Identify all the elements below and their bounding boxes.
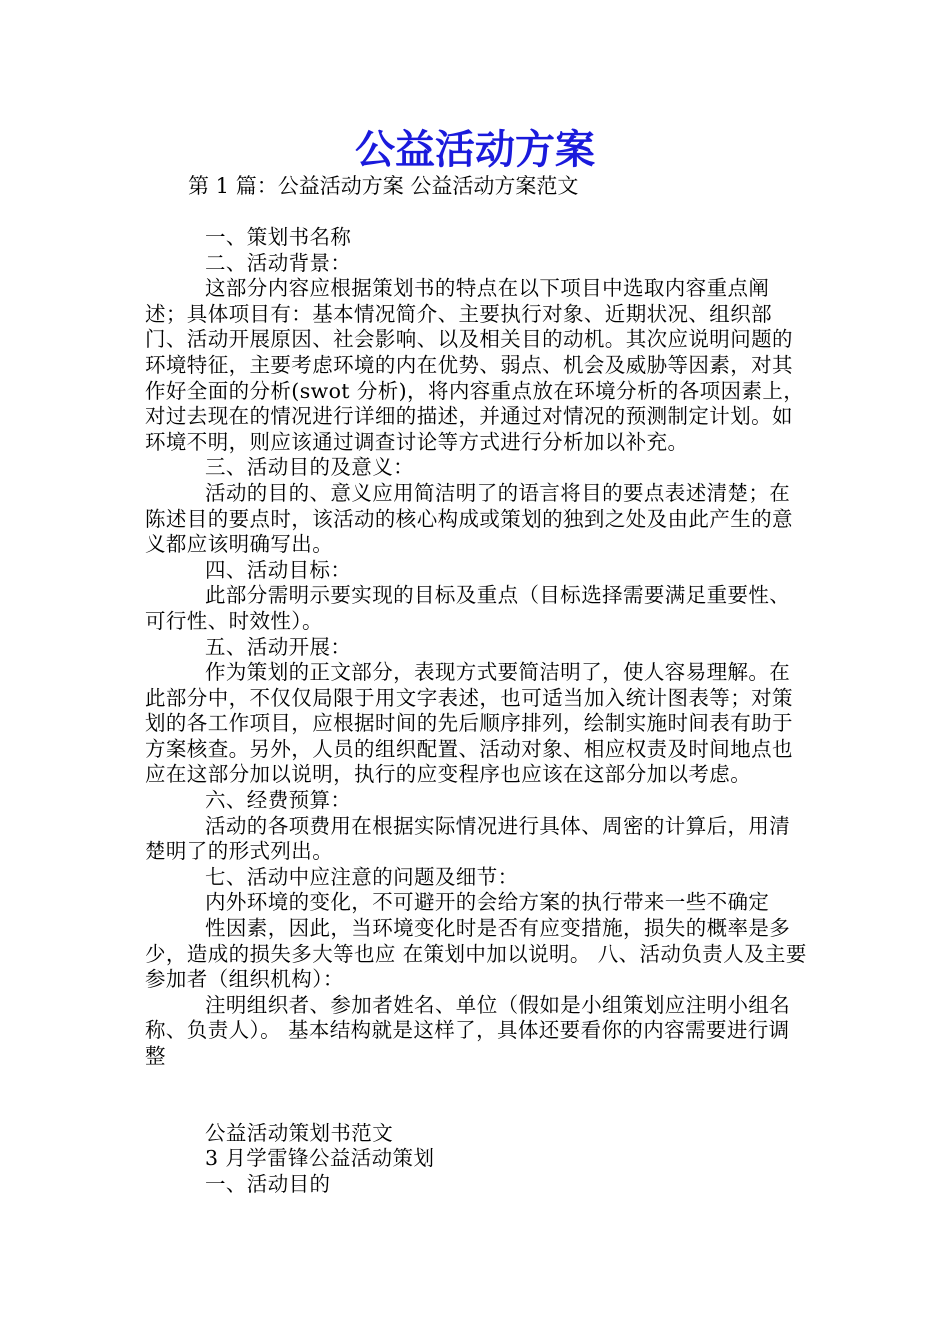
- document-title: 公益活动方案: [355, 127, 595, 173]
- section-body-8: 注明组织者、参加者姓名、单位（假如是小组策划应注明小组名称、负责人）。 基本结构就是这样了，具体还要看你的内容需要进行调整: [145, 992, 791, 1068]
- appendix-heading: 一、活动目的: [205, 1171, 331, 1196]
- section-body-2: 这部分内容应根据策划书的特点在以下项目中选取内容重点阐述；具体项目有：基本情况简介、主要执行对象、近期状况、组织部门、活动开展原因、社会影响、以及相关目的动机。其次应说明问题的环境特征，主要考虑环境的内在优势、弱点、机会及威胁等因素，对其作好全面的分析(swot 分析)，将内容重点放在环境分析的各项因素上，对过去现在的情况进行详细的描述，并通过对情况的预测制定计划。如环境不明，则应该通过调查讨论等方式进行分析加以补充。: [145, 276, 805, 454]
- section-heading-7: 七、活动中应注意的问题及细节：: [205, 864, 519, 889]
- section-body-3: 活动的目的、意义应用简洁明了的语言将目的要点表述清楚；在陈述目的要点时，该活动的核心构成或策划的独到之处及由此产生的意义都应该明确写出。: [145, 480, 793, 557]
- document-subtitle: 第 1 篇：公益活动方案 公益活动方案范文: [188, 174, 579, 198]
- section-heading-4: 四、活动目标：: [205, 557, 352, 582]
- section-body-5: 作为策划的正文部分，表现方式要简洁明了，使人容易理解。在此部分中，不仅仅局限于用文字表述，也可适当加入统计图表等；对策划的各工作项目，应根据时间的先后顺序排列，绘制实施时间表有助于方案核查。另外，人员的组织配置、活动对象、相应权责及时间地点也应在这部分加以说明，执行的应变程序也应该在这部分加以考虑。: [145, 660, 793, 787]
- appendix-title: 公益活动策划书范文: [205, 1120, 394, 1145]
- section-heading-1: 一、策划书名称: [205, 225, 352, 249]
- appendix-subtitle: 3 月学雷锋公益活动策划: [205, 1146, 435, 1171]
- section-heading-2: 二、活动背景：: [205, 250, 352, 275]
- section-body-6: 活动的各项费用在根据实际情况进行具体、周密的计算后，用清楚明了的形式列出。: [145, 813, 791, 864]
- section-body-7a: 内外环境的变化，不可避开的会给方案的执行带来一些不确定: [205, 890, 770, 915]
- paragraph-spacer: [145, 1095, 807, 1121]
- paragraph-spacer: [145, 1070, 807, 1096]
- section-body-7b: 性因素，因此，当环境变化时是否有应变措施，损失的概率是多少，造成的损失多大等也应 在策划中加以说明。 八、活动负责人及主要参加者（组织机构）：: [145, 916, 807, 992]
- section-heading-3: 三、活动目的及意义：: [205, 455, 414, 480]
- document-body: [145, 225, 807, 1198]
- section-heading-5: 五、活动开展：: [205, 634, 352, 659]
- section-heading-6: 六、经费预算：: [205, 788, 352, 813]
- section-body-4: 此部分需明示要实现的目标及重点（目标选择需要满足重要性、可行性、时效性）。: [145, 583, 791, 633]
